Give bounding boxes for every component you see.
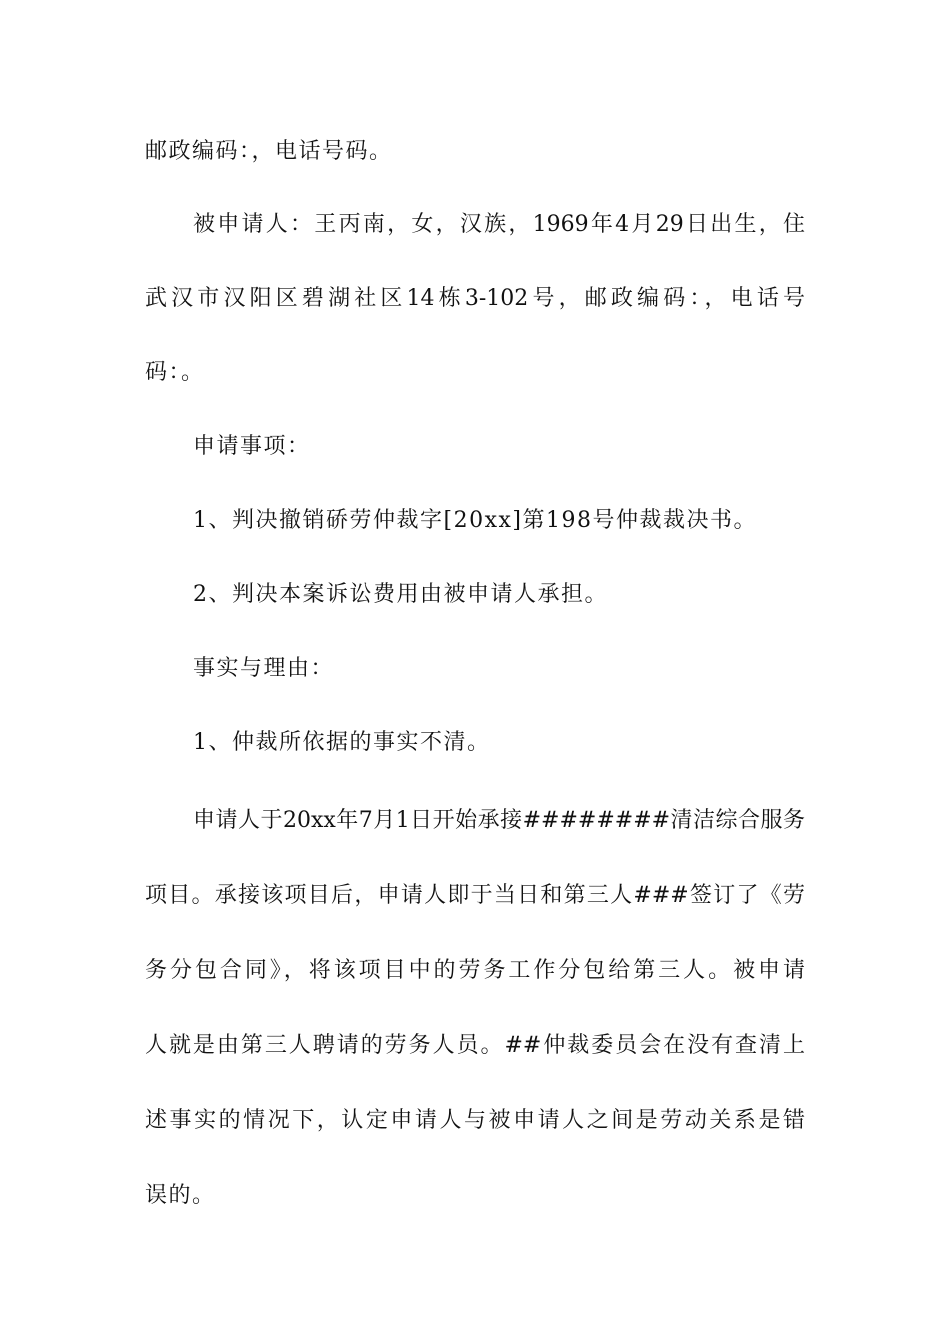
request-item-1: 1、判决撤销硚劳仲裁字[20xx]第198号仲裁裁决书。 (193, 508, 757, 533)
section-heading-facts: 事实与理由： (193, 656, 335, 681)
text-line-postal-phone: 邮政编码：，电话号码。 (145, 139, 393, 164)
text-line-respondent-phone: 码：。 (145, 360, 205, 385)
section-heading-requests: 申请事项： (193, 434, 311, 459)
text-line-respondent-address: 武汉市汉阳区碧湖社区14栋3-102号，邮政编码：，电话号 (145, 286, 805, 311)
text-line-respondent: 被申请人：王丙南，女，汉族，1969年4月29日出生，住 (193, 212, 805, 237)
paragraph-line-3: 务分包合同》，将该项目中的劳务工作分包给第三人。被申请 (145, 958, 805, 983)
paragraph-line-6: 误的。 (145, 1183, 216, 1208)
request-item-2: 2、判决本案诉讼费用由被申请人承担。 (193, 582, 608, 607)
paragraph-line-1: 申请人于20xx年7月1日开始承接########清洁综合服务 (193, 808, 805, 833)
paragraph-line-4: 人就是由第三人聘请的劳务人员。##仲裁委员会在没有查清上 (145, 1033, 805, 1058)
paragraph-line-5: 述事实的情况下，认定申请人与被申请人之间是劳动关系是错 (145, 1108, 805, 1133)
facts-item-1: 1、仲裁所依据的事实不清。 (193, 730, 491, 755)
paragraph-line-2: 项目。承接该项目后，申请人即于当日和第三人###签订了《劳 (145, 883, 805, 908)
